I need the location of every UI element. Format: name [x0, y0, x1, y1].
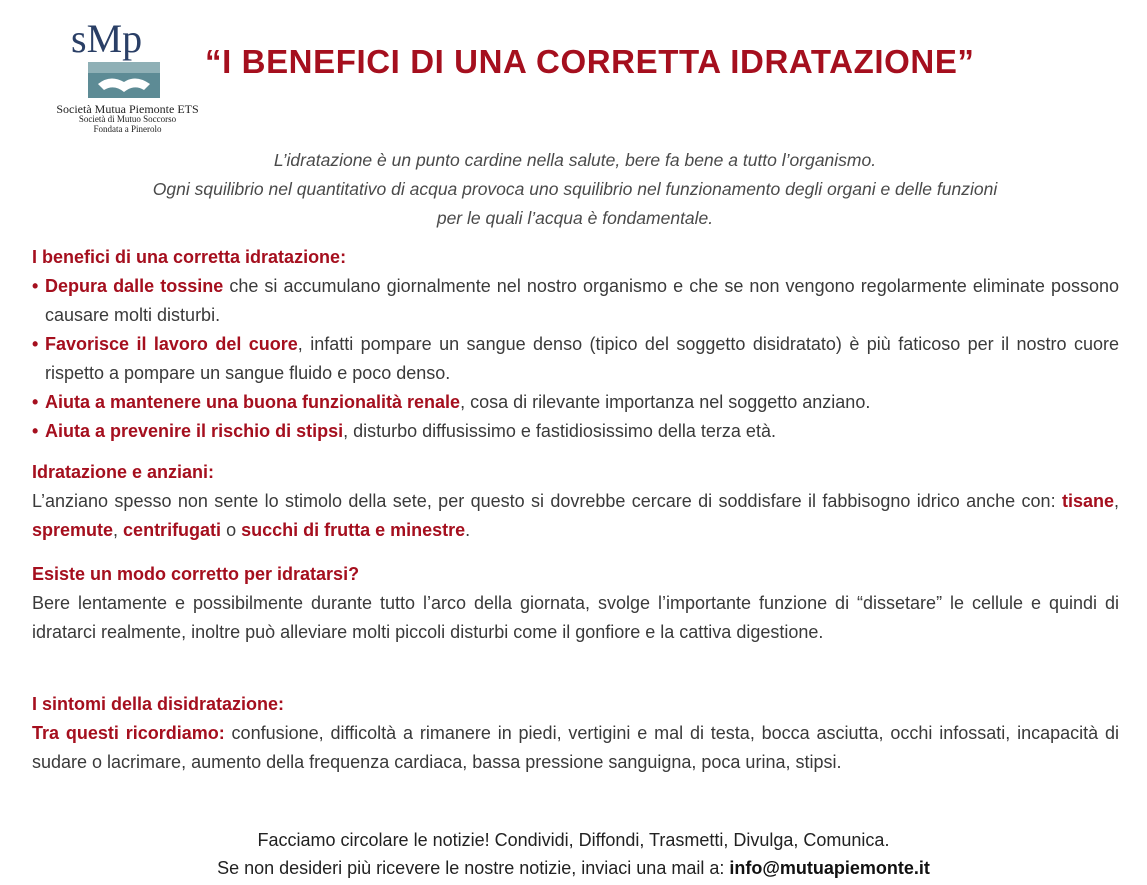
elderly-text-body: L’anziano spesso non sente lo stimolo della sete, per questo si dovrebbe cercare di soddisfare il fabbisogno idrico anche con: — [32, 491, 1062, 511]
footer-share-line: Facciamo circolare le notizie! Condividi, Diffondi, Trasmetti, Divulga, Comunica. — [257, 830, 890, 850]
benefit-title: Aiuta a mantenere una buona funzionalità renale — [45, 392, 461, 412]
symptoms-list: confusione, difficoltà a rimanere in piedi, vertigini e mal di testa, bocca asciutta, occhi infossati, incapacità di sudare o lacrimare, aumento della frequenza cardiaca, bassa pressione sanguigna, poca urina, stipsi. — [32, 723, 1120, 772]
intro-line-3: per le quali l’acqua è fondamentale. — [436, 208, 714, 228]
symptoms-heading: I sintomi della disidratazione: — [32, 694, 285, 714]
benefit-text: , infatti pompare un sangue denso (tipico del soggetto disidratato) è più faticoso per il nostro cuore rispetto a pompare un sangue fluido e poco denso. — [45, 334, 1119, 383]
intro-line-2: Ogni squilibrio nel quantitativo di acqua provoca uno squilibrio nel funzionamento degli organi e delle funzioni — [152, 179, 998, 199]
intro-paragraph — [30, 146, 1120, 233]
method-heading: Esiste un modo corretto per idratarsi? — [32, 564, 360, 584]
benefit-text: che si accumulano giornalmente nel nostro organismo e che se non vengono regolarmente eliminate possono causare molti disturbi. — [45, 276, 1120, 325]
benefit-item — [32, 330, 1119, 388]
elderly-text — [32, 487, 1119, 545]
drink-centrifugati: centrifugati — [123, 520, 222, 540]
elderly-heading: Idratazione e anziani: — [32, 462, 215, 482]
page-title: “I BENEFICI DI UNA CORRETTA IDRATAZIONE” — [205, 43, 975, 80]
benefit-item — [32, 417, 1119, 446]
org-subtitle-line1: Società di Mutuo Soccorso — [78, 114, 177, 124]
drink-succhi-minestre: succhi di frutta e minestre — [241, 520, 466, 540]
separator: , — [1113, 491, 1119, 511]
bullet-icon: • — [32, 334, 39, 354]
org-subtitle-line2: Fondata a Pinerolo — [93, 124, 162, 134]
elderly-section — [32, 458, 1119, 545]
org-name: Società Mutua Piemonte ETS — [56, 102, 199, 116]
bullet-icon: • — [32, 421, 39, 441]
method-text: Bere lentamente e possibilmente durante tutto l’arco della giornata, svolge l’importante funzione di “dissetare” le cellule e quindi di idratarci realmente, inoltre può alleviare molti piccoli disturbi come il gonfiore e la cattiva digestione. — [32, 593, 1119, 642]
bullet-icon: • — [32, 392, 39, 412]
footer-unsubscribe-line — [0, 854, 1147, 882]
logo-emblem-band — [88, 62, 160, 73]
benefit-title: Depura dalle tossine — [45, 276, 224, 296]
benefit-item — [32, 272, 1119, 330]
period: . — [465, 520, 471, 540]
benefit-text: , cosa di rilevante importanza nel soggetto anziano. — [460, 392, 871, 412]
benefit-text: , disturbo diffusissimo e fastidiosissimo della terza età. — [343, 421, 776, 441]
benefit-title: Favorisce il lavoro del cuore — [45, 334, 298, 354]
drink-spremute: spremute — [32, 520, 114, 540]
contact-email-link[interactable]: info@mutuapiemonte.it — [729, 858, 930, 878]
benefit-item — [32, 388, 1119, 417]
benefit-title: Aiuta a prevenire il rischio di stipsi — [45, 421, 344, 441]
footer — [0, 826, 1147, 882]
logo-monogram: sMp — [71, 16, 143, 61]
separator: o — [221, 520, 242, 540]
benefits-section — [32, 243, 1119, 446]
smp-logo-mark — [70, 14, 175, 100]
footer-unsubscribe-text: Se non desideri più ricevere le nostre notizie, inviaci una mail a: — [217, 858, 730, 878]
drink-tisane: tisane — [1061, 491, 1114, 511]
benefits-heading: I benefici di una corretta idratazione: — [32, 247, 347, 267]
symptoms-lead: Tra questi ricordiamo: — [32, 723, 225, 743]
symptoms-text — [32, 719, 1119, 777]
method-section — [32, 560, 1119, 647]
symptoms-section — [32, 690, 1119, 777]
intro-line-1: L’idratazione è un punto cardine nella salute, bere fa bene a tutto l’organismo. — [273, 150, 877, 170]
org-subtitle — [30, 114, 225, 134]
logo — [30, 8, 225, 133]
separator: , — [113, 520, 124, 540]
bullet-icon: • — [32, 276, 39, 296]
